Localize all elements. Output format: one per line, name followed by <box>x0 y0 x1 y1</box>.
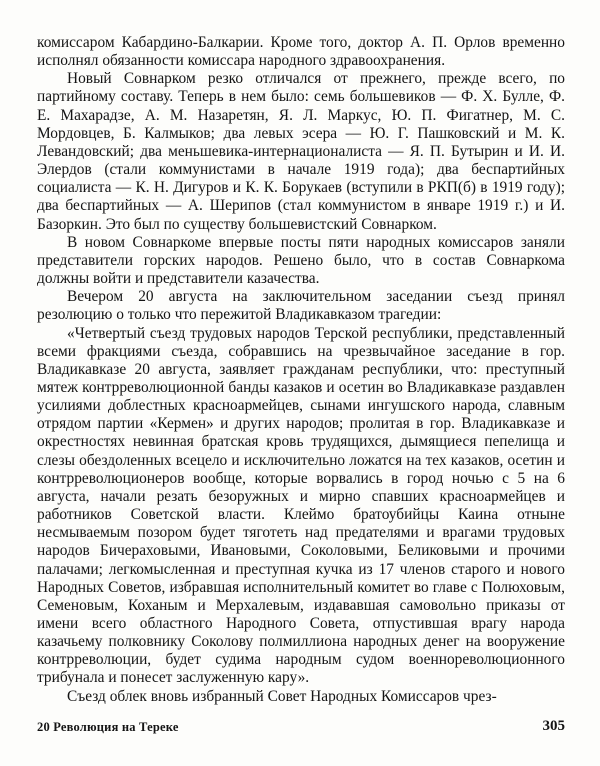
paragraph-6: Съезд облек вновь избранный Совет Народных Комиссаров чрез- <box>67 687 497 705</box>
paragraph-1: комиссаром Кабардино-Балкарии. Кроме того, доктор А. П. Орлов временно исполнял обязанности комиссара народного здравоохранения. <box>37 34 565 70</box>
page-footer <box>37 718 565 738</box>
body-text <box>37 34 565 706</box>
paragraph-5-resolution-quote: «Четвертый съезд трудовых народов Терской республики, представленный всеми фракциями съезда, собравшись на чрезвычайное заседание в гор. Владикавказе 20 августа, заявляет гражданам республики, что: преступный мятеж контрреволюционной банды казаков и осетин во Владикавказе раздавлен усилиями доблестных красноармейцев, сынами ингушского народа, славным отрядом партии «Кермен» и других народов; пролитая в гор. Владикавказе и окрестностях невинная братская кровь трудящихся, дымящиеся пепелища и слезы обездоленных всецело и исключительно ложатся на тех казаков, осетин и контрреволюционеров вообще, которые ворвались в город ночью с 5 на 6 августа, начали резать безоружных и мирно спавших красноармейцев и работников Советской власти. Клеймо братоубийцы Каина отныне несмываемым позором будет тяготеть над предателями и врагами трудовых народов Бичераховыми, Ивановыми, Соколовыми, Беликовыми и прочими палачами; легкомысленная и преступная кучка из 17 членов старого и нового Народных Советов, избравшая исполнительный комитет во главе с Полюховым, Семеновым, Коханым и Мерхалевым, издававшая самовольно приказы от имени всего областного Народного Совета, отпустившая врагу народа казачьему полковнику Соколову полмиллиона народных денег на вооружение контрреволюции, будет судима народным судом военнореволюционного трибунала и понесет заслуженную кару». <box>37 324 565 687</box>
paragraph-2: Новый Совнарком резко отличался от прежнего, прежде всего, по партийному составу. Теперь в нем было: семь большевиков — Ф. Х. Булле, Ф. Е. Махарадзе, А. М. Назаретян, Я. Л. Маркус, Ю. П. Фигатнер, М. С. Мордовцев, Б. Калмыков; два левых эсера — Ю. Г. Пашковский и М. К. Левандовский; два меньшевика-интернационалиста — Я. П. Бутырин и И. И. Элердов (стали коммунистами в начале 1919 года); два беспартийных социалиста — К. Н. Дигуров и К. К. Борукаев (вступили в РКП(б) в 1919 году); два беспартийных — А. Шерипов (стал коммунистом в январе 1919 г.) и И. Базоркин. Это был по существу большевистский Совнарком. <box>37 70 565 233</box>
paragraph-3: В новом Совнаркоме впервые посты пяти народных комиссаров заняли представители горских народов. Решено было, что в состав Совнаркома должны войти и представители казачества. <box>37 233 565 288</box>
printer-signature: 20 Революция на Тереке <box>37 720 179 734</box>
page-number: 305 <box>542 718 565 734</box>
paragraph-4: Вечером 20 августа на заключительном заседании съезд принял резолюцию о только что пережитой Владикавказом трагедии: <box>37 288 565 324</box>
